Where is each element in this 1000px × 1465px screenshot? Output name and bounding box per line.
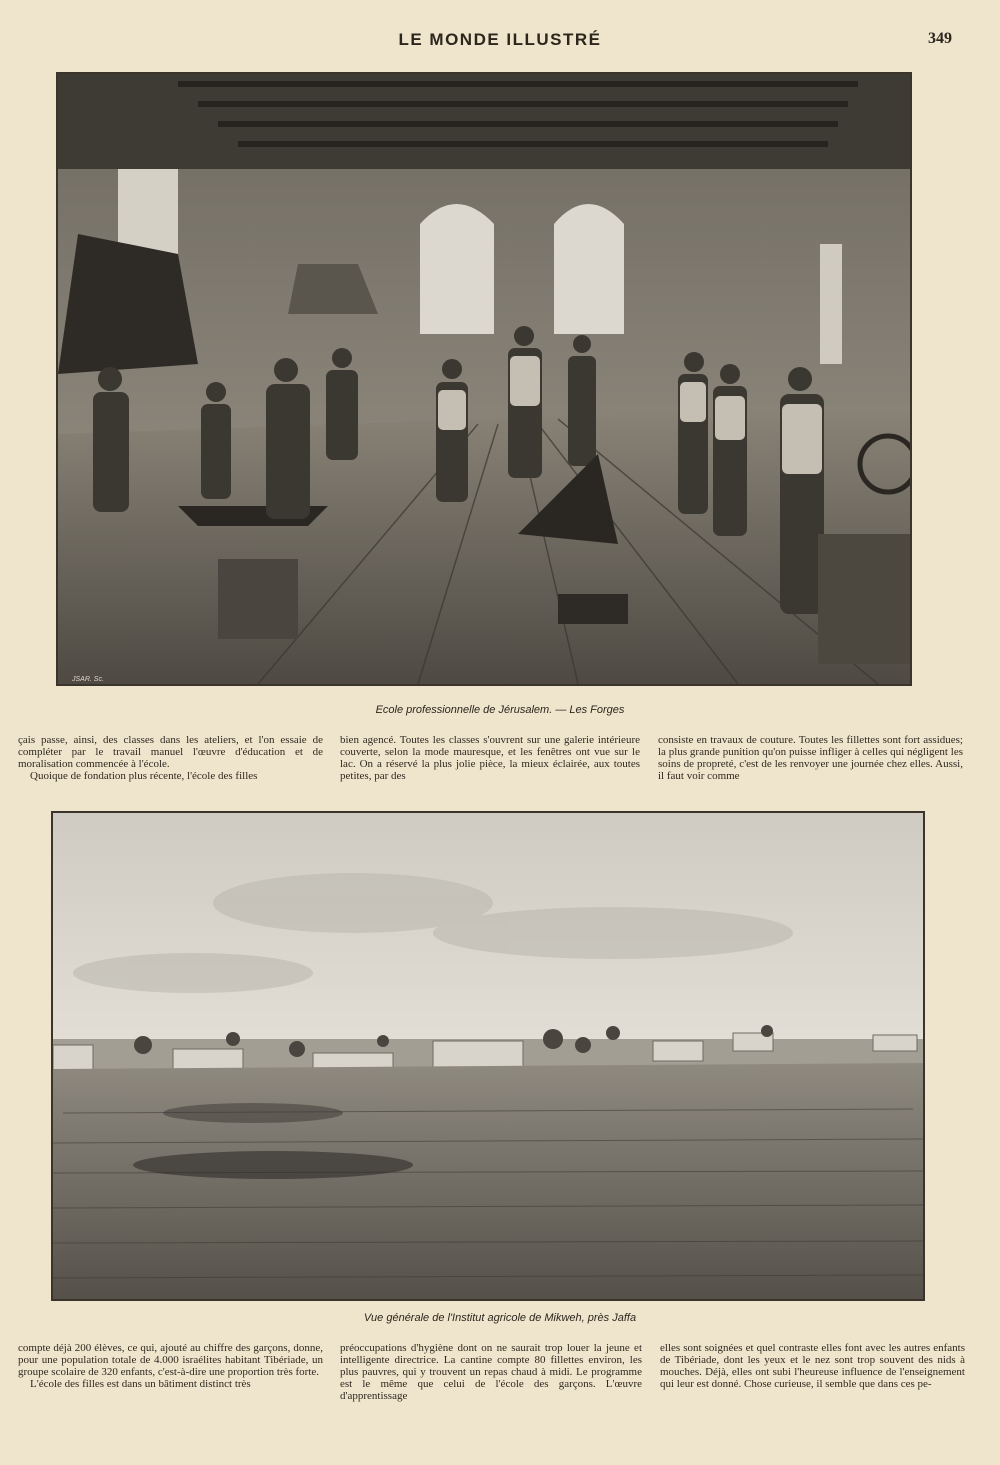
- engraver-signature: JSAR. Sc.: [72, 676, 104, 683]
- mikweh-illustration: [51, 811, 925, 1301]
- paragraph: L'école des filles est dans un bâtiment distinct très: [30, 1378, 251, 1390]
- text-column-3-bottom: [660, 1342, 965, 1390]
- paragraph: Quoique de fondation plus récente, l'école des filles: [30, 770, 258, 782]
- mikweh-engraving: [53, 813, 923, 1299]
- text-column-1-bottom: [18, 1342, 323, 1390]
- paragraph: consiste en travaux de couture. Toutes les fillettes sont fort assidues; la plus grande punition qu'on puisse infliger à celles qui négligent les soins de propreté, c'est de les renvoyer une journée chez elles. Aussi, il faut voir comme: [658, 734, 963, 782]
- forges-illustration: [56, 72, 912, 686]
- paragraph: çais passe, ainsi, des classes dans les ateliers, et l'on essaie de compléter par le travail manuel l'œuvre d'éducation et de moralisation commencée à l'école.: [18, 734, 323, 770]
- text-column-2-top: [340, 734, 640, 782]
- paragraph: bien agencé. Toutes les classes s'ouvrent sur une galerie intérieure couverte, selon la mode mauresque, et les fenêtres ont vue sur le lac. On a réservé la plus jolie pièce, la mieux éclairée, aux toutes petites, par des: [340, 734, 640, 782]
- paragraph: compte déjà 200 élèves, ce qui, ajouté au chiffre des garçons, donne, pour une population totale de 4.000 israélites habitant Tibériade, un groupe scolaire de 320 enfants, c'est-à-dire une proportion très forte.: [18, 1342, 323, 1378]
- page-title: LE MONDE ILLUSTRÉ: [398, 30, 602, 49]
- paragraph: elles sont soignées et quel contraste elles font avec les autres enfants de Tibériade, dont les yeux et le nez sont trop souvent des nids à mouches. Déjà, elles ont subi l'heureuse influence de l'enseignement qui leur est donné. Chose curieuse, il semble que dans ces pe-: [660, 1342, 965, 1390]
- paragraph: préoccupations d'hygiène dont on ne saurait trop louer la jeune et intelligente directrice. La cantine compte 80 fillettes environ, les plus pauvres, qui y trouvent un repas chaud à midi. Le programme est le même que celui de l'école des garçons. L'œuvre d'apprentissage: [340, 1342, 642, 1402]
- text-column-1-top: [18, 734, 323, 782]
- text-column-2-bottom: [340, 1342, 642, 1402]
- text-column-3-top: [658, 734, 963, 782]
- mikweh-caption: Vue générale de l'Institut agricole de Mikweh, près Jaffa: [363, 1312, 637, 1324]
- page-number: 349: [928, 30, 952, 47]
- forges-engraving: [58, 74, 910, 684]
- forges-caption: Ecole professionnelle de Jérusalem. — Les Forges: [375, 704, 625, 716]
